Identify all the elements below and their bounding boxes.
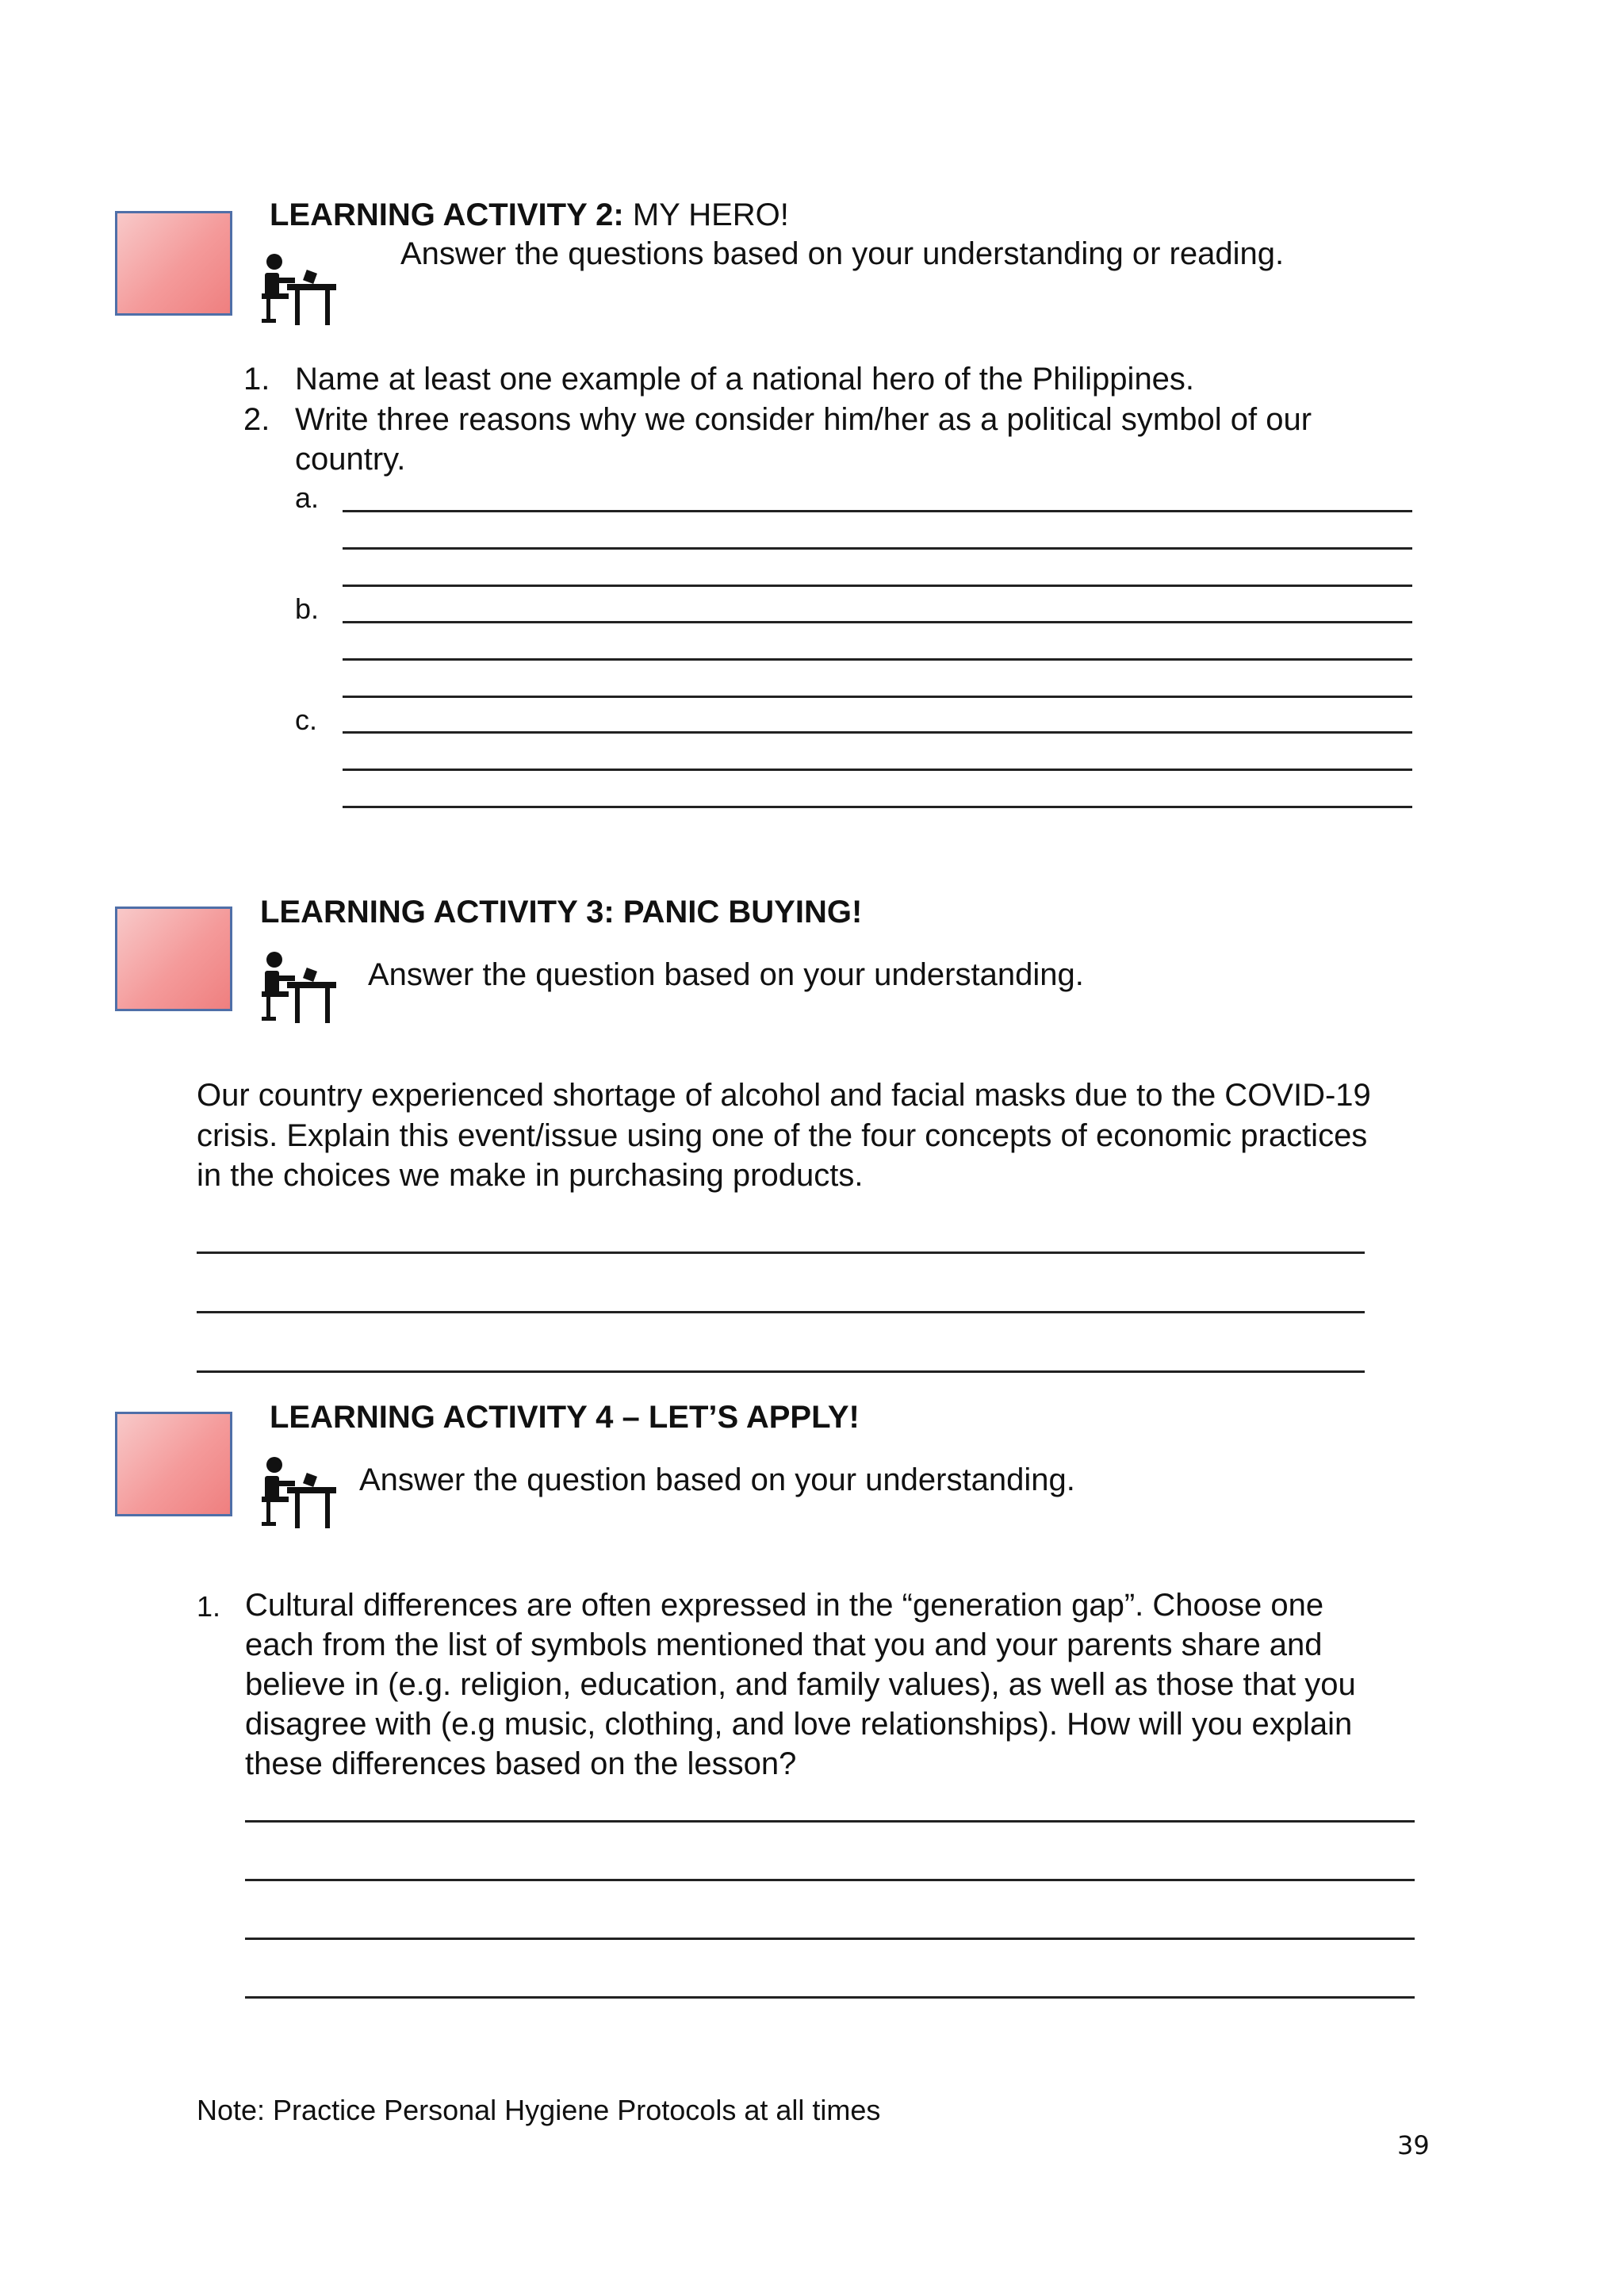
footer-note: Note: Practice Personal Hygiene Protocols at all times — [197, 2094, 881, 2126]
answer-line[interactable] — [197, 1370, 1365, 1373]
activity-4-question: these differences based on the lesson? — [245, 1746, 797, 1781]
answer-line[interactable] — [343, 658, 1412, 661]
question-number: 2. — [243, 402, 270, 437]
activity-4-question: believe in (e.g. religion, education, and family values), as well as those that you — [245, 1667, 1356, 1702]
student-at-desk-icon — [260, 1455, 339, 1531]
answer-label-c: c. — [295, 703, 318, 736]
answer-line[interactable] — [245, 1879, 1415, 1881]
answer-line[interactable] — [343, 547, 1412, 550]
answer-line[interactable] — [343, 769, 1412, 771]
activity-3-paragraph: in the choices we make in purchasing products. — [197, 1158, 864, 1193]
activity-4-question: Cultural differences are often expressed in the “generation gap”. Choose one — [245, 1588, 1324, 1623]
answer-label-a: a. — [295, 481, 320, 514]
page-number: 39 — [1397, 2130, 1430, 2160]
activity-3-paragraph: Our country experienced shortage of alcohol and facial masks due to the COVID-19 — [197, 1078, 1371, 1113]
activity-2-question-2: Write three reasons why we consider him/her as a political symbol of our — [295, 402, 1312, 437]
answer-line[interactable] — [343, 696, 1412, 698]
activity-3-title: LEARNING ACTIVITY 3: PANIC BUYING! — [260, 895, 863, 930]
answer-line[interactable] — [245, 1938, 1415, 1940]
activity-2-question-2-cont: country. — [295, 442, 406, 477]
student-at-desk-icon — [260, 950, 339, 1026]
activity-3-instruction: Answer the question based on your understanding. — [368, 957, 1084, 992]
activity-2-question-1: Name at least one example of a national hero of the Philippines. — [295, 362, 1195, 397]
answer-line[interactable] — [343, 510, 1412, 512]
activity-4-title: LEARNING ACTIVITY 4 – LET’S APPLY! — [270, 1400, 860, 1435]
activity-3-paragraph: crisis. Explain this event/issue using one of the four concepts of economic practices — [197, 1118, 1368, 1153]
activity-4-color-box — [115, 1412, 232, 1516]
answer-line[interactable] — [245, 1996, 1415, 1999]
activity-3-color-box — [115, 907, 232, 1011]
answer-line[interactable] — [343, 806, 1412, 808]
answer-line[interactable] — [197, 1311, 1365, 1313]
answer-line[interactable] — [197, 1251, 1365, 1254]
answer-line[interactable] — [343, 585, 1412, 587]
student-at-desk-icon — [260, 252, 339, 328]
activity-4-question: each from the list of symbols mentioned that you and your parents share and — [245, 1627, 1323, 1662]
question-number: 1. — [243, 362, 270, 397]
activity-4-question: disagree with (e.g music, clothing, and love relationships). How will you explain — [245, 1707, 1353, 1742]
answer-label-b: b. — [295, 592, 320, 625]
answer-line[interactable] — [245, 1820, 1415, 1823]
answer-line[interactable] — [343, 621, 1412, 623]
question-number: 1. — [197, 1590, 221, 1623]
activity-4-instruction: Answer the question based on your understanding. — [359, 1462, 1075, 1497]
activity-2-instruction: Answer the questions based on your understanding or reading. — [400, 236, 1285, 271]
answer-line[interactable] — [343, 731, 1412, 734]
activity-2-color-box — [115, 211, 232, 316]
activity-2-title: LEARNING ACTIVITY 2: MY HERO! — [270, 197, 789, 232]
